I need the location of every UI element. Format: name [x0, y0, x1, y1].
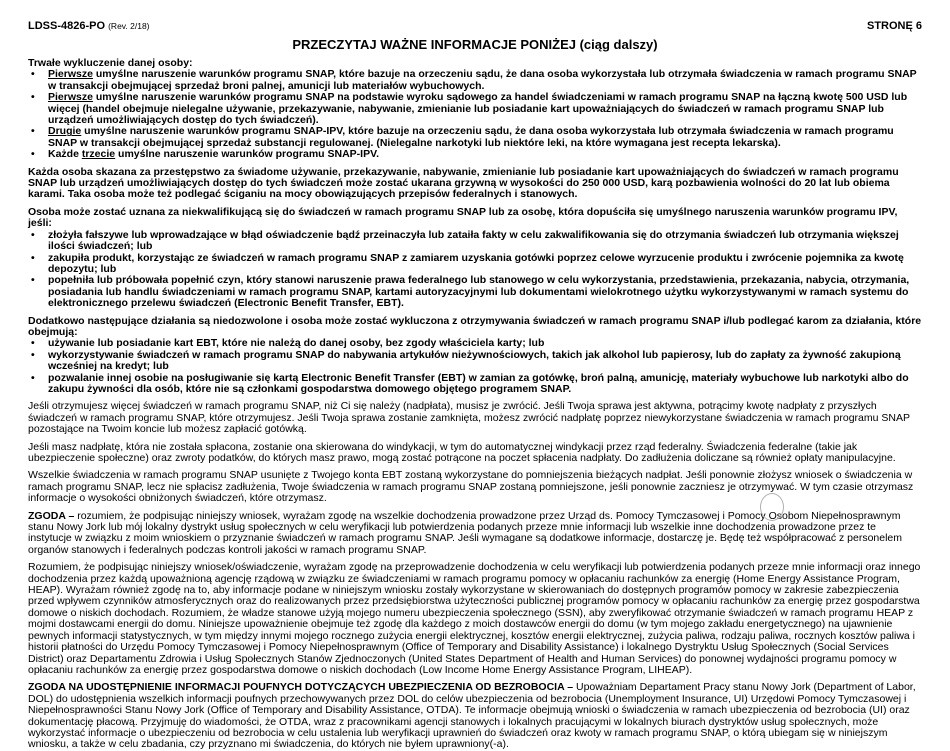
conviction-paragraph: Każda osoba skazana za przestępstwo za świadome używanie, przekazywanie, nabywanie, zmienianie lub posiadanie kart upoważniających do świadczeń w ramach programu SNAP lub urządzeń umożliwiających dostęp do tych świadczeń może zostać ukarana grzywną w wysokości do 250 000 USD, karą pozbawienia wolności do 20 lat lub obiema karami. Taka osoba może też podlegać ściganiu na mocy obowiązujących przepisów federalnych i stanowych.: [28, 165, 899, 201]
list-item: • wykorzystywanie świadczeń w ramach programu SNAP do nabywania artykułów nieżywnościowych, takich jak alkohol lub papierosy, lub do zapłaty za żywność zakupioną wcześniej na kredyt; lub: [28, 350, 922, 373]
item-lead: trzecie: [81, 148, 116, 161]
ebt-paragraph: Wszelkie świadczenia w ramach programu SNAP usunięte z Twojego konta EBT zostaną wykorzystane do pomniejszenia bieżących nadpłat. Jeśli ponownie złożysz wniosek o świadczenia w ramach programu SNAP, lecz nie spłacisz zadłużenia, Twoje świadczenia w ramach programu SNAP zostaną pomniejszone, jeśli ponownie zaczniesz je otrzymywać. W tym czasie otrzymasz informacje o wysokości obniżonych świadczeń, które otrzymasz.: [28, 469, 914, 505]
consent-paragraph: [28, 511, 922, 557]
unemployment-paragraph: [28, 682, 922, 750]
unemployment-text: Upoważniam Departament Pracy stanu Nowy Jork (Department of Labor, DOL) do udostępnienia wszelkich informacji poufnych przechowywanych przez DOL do celów ubezpieczenia od bezrobocia (Unemployment Insurance, UI) Urzędowi Pomocy Tymczasowej i Niepełnosprawności Stanu Nowy Jork (Office of Temporary and Disability Assistance, OTDA). Te informacje obejmują wnioski o świadczenia w ramach ubezpieczenia od bezrobocia (UI) oraz dokumentację płacową. Przyjmuję do wiadomości, że OTDA, wraz z pracownikami agencji stanowych i lokalnych pracującymi w lokalnych biurach dystryktów usług społecznych, może wykorzystać informacje o ubezpieczeniu od bezrobocia w celu ustalenia lub weryfikacji uprawnień do świadczeń oraz kwoty w ramach programu SNAP, o którą ubiegam się w niniejszym wniosku, a także w celu zbadania, czy przyznano mi świadczenia, do których nie byłem uprawniony(-a).: [28, 681, 916, 751]
page-title: PRZECZYTAJ WAŻNE INFORMACJE PONIŻEJ (ciąg dalszy): [292, 37, 658, 52]
overpayment-paragraph-1: Jeśli otrzymujesz więcej świadczeń w ramach programu SNAP, niż Ci się należy (nadpłata), musisz je zwrócić. Jeśli Twoja sprawa jest aktywna, potrącimy kwotę nadpłaty z przyszłych świadczeń w ramach programu SNAP, które otrzymujesz. Jeśli Twoja sprawa zostanie zamknięta, możesz zwrócić nadpłatę poprzez niewykorzystane świadczenia w ramach programu SNAP pozostające na Twoim koncie lub możesz zapłacić gotówką.: [28, 400, 910, 436]
list-item: • pozwalanie innej osobie na posługiwanie się kartą Electronic Benefit Transfer (EBT) w zamian za gotówkę, broń palną, amunicję, materiały wybuchowe lub narkotyki albo do zakupu żywności dla osób, które nie są członkami gospodarstwa domowego objętego programem SNAP.: [28, 373, 922, 396]
unemployment-lead: ZGODA NA UDOSTĘPNIENIE INFORMACJI POUFNYCH DOTYCZĄCYCH UBEZPIECZENIA OD BEZROBOCIA –: [28, 681, 574, 694]
additional-list: [28, 338, 922, 395]
heap-paragraph: Rozumiem, że podpisując niniejszy wniosek/oświadczenie, wyrażam zgodę na przeprowadzenie dochodzenia w celu weryfikacji lub potwierdzenia podanych przeze mnie informacji oraz innego dochodzenia przez każdą upoważnioną agencję rządową w związku ze świadczeniami w ramach programu pomocy w opłacaniu rachunków za energię (Home Energy Assistance Program, HEAP). Wyrażam również zgodę na to, aby informacje podane w niniejszym wniosku zostały wykorzystane w skierowaniach do dostępnych programów pomocy w zakresie zabezpieczenia przed wpływem czynników atmosferycznych oraz do realizowanych przez przedsiębiorstwa użyteczności publicznej programów pomocy w opłacaniu rachunków za energię przez gospodarstwa domowe o niskich dochodach. Rozumiem, że władze stanowe użyją mojego numeru ubezpieczenia społecznego (SSN), aby zweryfikować otrzymanie świadczeń w ramach programu HEAP z mojmi dostawcami energii do domu. Niniejsze upoważnienie obejmuje też zgodę dla każdego z moich dostawców energii do domu (w tym mojego zakładu energetycznego) na ujawnienie pewnych informacji statystycznych, w tym między innymi mojego rocznego zużycia energii elektrycznej, kosztów energii elektrycznej, zużycia paliwa, rodzaju paliwa, rocznych kosztów paliwa i historii płatności do Urzędu Pomocy Tymczasowej i Pomocy Niepełnosprawnym (Office of Temporary and Disability Assistance) i lokalnego Dystryktu Usług Społecznych (Social Services District) oraz Departamentu Zdrowia i Usług Społecznych Stanów Zjednoczonych (United States Department of Health and Human Services) do ponownej wydajności programu pomocy w opłacaniu rachunków za energię przez gospodarstwa domowe o niskich dochodach (Low Income Home Energy Assistance Program, LIHEAP).: [28, 561, 921, 676]
additional-section: [28, 316, 922, 396]
page-number: STRONĘ 6: [866, 20, 922, 32]
consent-lead: ZGODA –: [28, 509, 75, 522]
form-revision: (Rev. 2/18): [108, 21, 150, 31]
list-item: [28, 92, 922, 126]
item-prefix: Każde: [48, 148, 82, 161]
page-header: [28, 20, 922, 33]
ipv-list: [28, 230, 922, 310]
item-text: umyślne naruszenie warunków programu SNAP, które bazuje na orzeczeniu sądu, że dana osoba wykorzystała lub otrzymała świadczenia w ramach programu SNAP w transakcji obejmującej sprzedaż broni palnej, amunicji lub materiałów wybuchowych.: [48, 68, 917, 92]
list-item: [28, 149, 922, 160]
list-item: [28, 69, 922, 92]
overpayment-paragraph-2: Jeśli masz nadpłatę, która nie została spłacona, zostanie ona skierowana do windykacji, w tym do automatycznej windykacji przez rząd federalny. Świadczenia federalne (takie jak ubezpieczenie społeczne) oraz zwroty podatków, do których masz prawo, mogą zostać potrącone na poczet spłacenia nadpłaty. Do zadłużenia doliczane są również opłaty manipulacyjne.: [28, 440, 896, 464]
item-lead: Drugie: [48, 125, 82, 138]
item-text: umyślne naruszenie warunków programu SNAP-IPV.: [115, 148, 380, 161]
list-item: • złożyła fałszywe lub wprowadzające w błąd oświadczenie bądź przeinaczyła lub zataiła fakty w celu zakwalifikowania się do otrzymania świadczeń lub otrzymania większej ilości świadczeń; lub: [28, 230, 922, 253]
ipv-intro: Osoba może zostać uznana za niekwalifikującą się do świadczeń w ramach programu SNAP lub za osobę, która dopuściła się umyślnego naruszenia warunków programu IPV, jeśli:: [28, 205, 898, 230]
ipv-section: [28, 207, 922, 310]
form-number-text: LDSS-4826-PO: [28, 20, 106, 32]
list-item: • zakupiła produkt, korzystając ze świadczeń w ramach programu SNAP z zamiarem uzyskania gotówki poprzez celowe wyrzucenie produktu i zwrócenie pojemnika za kwotę depozytu; lub: [28, 253, 922, 276]
disqualification-list: [28, 69, 922, 160]
additional-intro: Dodatkowo następujące działania są niedozwolone i osoba może zostać wykluczona z otrzymywania świadczeń w ramach programu SNAP i/lub podlegać karom za działania, które obejmują:: [28, 314, 922, 338]
document-page: [28, 20, 922, 751]
form-number: [28, 20, 150, 33]
disqualification-section: [28, 58, 922, 161]
consent-text: rozumiem, że podpisując niniejszy wniosek, wyrażam zgodę na wszelkie dochodzenia prowadzone przez Urząd ds. Pomocy Tymczasowej i Pomocy Osobom Niepełnosprawnym stanu Nowy Jork lub mój lokalny dystrykt usług społecznych w celu weryfikacji lub potwierdzenia podanych przeze mnie informacji lub wszelkie inne dochodzenia prowadzone przez te instytucje w związku z moim wnioskiem o przyznanie świadczeń w ramach programu SNAP. Jeśli wymagane są dodatkowe informacje, dostarczę je. Będę też współpracować z personelem organów stanowych i federalnych podczas kontroli jakości w ramach programu SNAP.: [28, 509, 903, 556]
item-lead: Pierwsze: [48, 91, 93, 104]
watermark-mark: [760, 493, 784, 521]
list-item: • popełniła lub próbowała popełnić czyn, który stanowi naruszenie prawa federalnego lub stanowego w celu wykorzystania, przedstawienia, przekazania, nabycia, otrzymania, posiadania lub handlu świadczeniami w ramach programu SNAP, kartami autoryzacyjnymi lub dokumentami wielokrotnego użytku wykorzystywanymi w ramach systemu do elektronicznego przelewu świadczeń (Electronic Benefit Transfer, EBT).: [28, 275, 922, 309]
list-item: [28, 126, 922, 149]
item-text: umyślne naruszenie warunków programu SNAP-IPV, które bazuje na orzeczeniu sądu, że dana osoba wykorzystała lub otrzymała świadczenia w ramach programu SNAP w transakcji obejmującej sprzedaż substancji regulowanej. (Nielegalne narkotyki lub niektóre leki, na które wymagana jest recepta lekarska).: [48, 125, 894, 149]
list-item: • używanie lub posiadanie kart EBT, które nie należą do danej osoby, bez zgody właściciela karty; lub: [28, 338, 922, 349]
item-lead: Pierwsze: [48, 68, 93, 81]
item-text: umyślne naruszenie warunków programu SNAP na podstawie wyroku sądowego za handel świadczeniami w ramach programu SNAP na łączną kwotę 500 USD lub więcej (handel obejmuje nielegalne używanie, przekazywanie, nabywanie, zmienianie lub posiadanie kart upoważniających do świadczeń w ramach programu SNAP lub urządzeń umożliwiających dostęp do tych świadczeń).: [48, 91, 908, 127]
disqualification-heading: Trwałe wykluczenie danej osoby:: [28, 57, 193, 69]
